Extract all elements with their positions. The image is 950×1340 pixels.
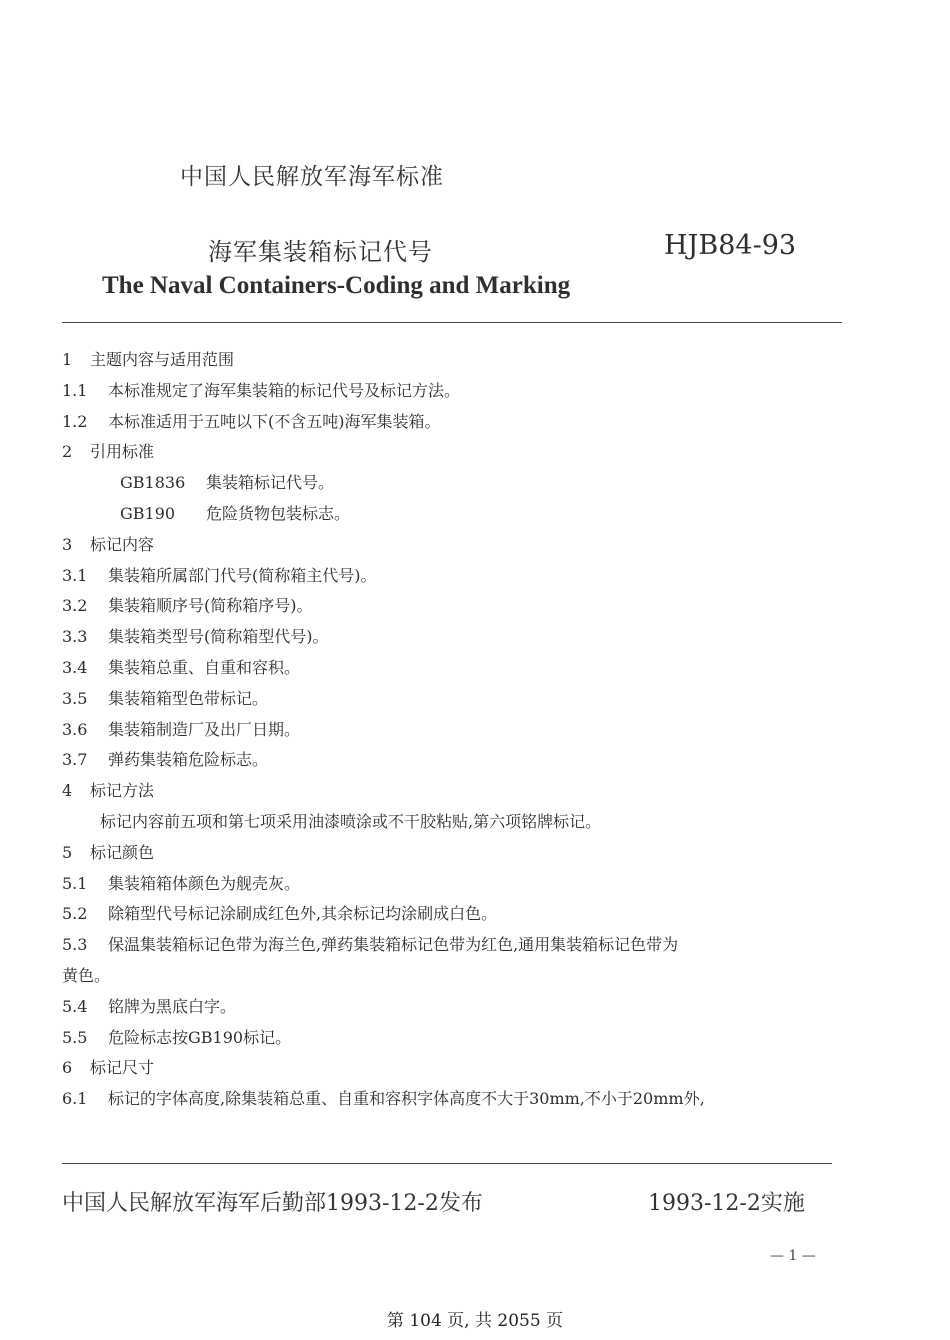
clause-text: 黄色。 bbox=[62, 966, 111, 985]
clause-number: 3.2 bbox=[62, 596, 88, 616]
clause-number: 5.4 bbox=[62, 996, 88, 1016]
clause-line bbox=[62, 1089, 705, 1109]
clause-number: 1 bbox=[62, 350, 73, 369]
clause-text: 标记内容前五项和第七项采用油漆喷涂或不干胶粘贴,第六项铭牌标记。 bbox=[100, 812, 602, 831]
clause-number: 4 bbox=[62, 781, 73, 801]
reference-standard bbox=[120, 504, 350, 524]
footer-divider bbox=[62, 1163, 832, 1164]
document-title-en: The Naval Containers-Coding and Marking bbox=[102, 272, 571, 299]
effective-date: 1993-12-2实施 bbox=[648, 1191, 805, 1216]
clause-number: 1.1 bbox=[62, 380, 88, 400]
reference-code: GB190 bbox=[120, 504, 176, 523]
clause-line bbox=[62, 566, 377, 586]
clause-number: 3 bbox=[62, 534, 73, 554]
clause-text: 集装箱制造厂及出厂日期。 bbox=[108, 719, 301, 739]
clause-text: 集装箱所属部门代号(简称箱主代号)。 bbox=[108, 565, 377, 585]
clause-number: 5.3 bbox=[62, 935, 88, 955]
clause-line bbox=[62, 935, 678, 955]
clause-line bbox=[62, 966, 110, 986]
clause-number: 5.1 bbox=[62, 873, 88, 893]
clause-text: 本标准适用于五吨以下(不含五吨)海军集装箱。 bbox=[108, 411, 441, 431]
clause-number: 6.1 bbox=[62, 1089, 88, 1109]
clause-text: 引用标准 bbox=[90, 442, 155, 462]
clause-number: 5.2 bbox=[62, 904, 88, 924]
page-counter: 第 104 页, 共 2055 页 bbox=[386, 1311, 564, 1331]
clause-text: 标记内容 bbox=[90, 534, 155, 554]
clause-text: 危险货物包装标志。 bbox=[206, 504, 351, 523]
clause-number: 5.5 bbox=[62, 1027, 88, 1047]
issuer-line: 中国人民解放军海军后勤部1993-12-2发布 bbox=[62, 1191, 483, 1216]
section-heading bbox=[62, 1058, 154, 1078]
clause-text: 标记尺寸 bbox=[90, 1058, 155, 1078]
clause-text: 保温集装箱标记色带为海兰色,弹药集装箱标记色带为红色,通用集装箱标记色带为 bbox=[108, 935, 679, 955]
clause-text: 铭牌为黑底白字。 bbox=[108, 996, 237, 1016]
clause-text: 集装箱总重、自重和容积。 bbox=[108, 658, 301, 677]
clause-line bbox=[62, 750, 268, 770]
standard-code: HJB84-93 bbox=[664, 230, 797, 261]
clause-line bbox=[62, 1028, 291, 1048]
clause-number: 3.3 bbox=[62, 627, 88, 647]
clause-line bbox=[62, 412, 441, 432]
clause-number: 3.1 bbox=[62, 565, 88, 585]
section-heading bbox=[62, 350, 234, 370]
clause-line bbox=[62, 596, 313, 616]
clause-number: 3.6 bbox=[62, 719, 88, 739]
section-heading bbox=[62, 442, 154, 462]
clause-line bbox=[62, 720, 300, 740]
reference-code: GB1836 bbox=[120, 473, 186, 493]
clause-text: 集装箱顺序号(简称箱序号)。 bbox=[108, 596, 313, 616]
section-heading bbox=[62, 535, 154, 555]
clause-line bbox=[100, 812, 601, 832]
clause-line bbox=[62, 627, 329, 647]
clause-line bbox=[62, 904, 497, 924]
section-heading bbox=[62, 781, 154, 801]
clause-text: 标记的字体高度,除集装箱总重、自重和容积字体高度不大于30mm,不小于20mm外, bbox=[108, 1089, 705, 1109]
clause-line bbox=[62, 689, 268, 709]
clause-text: 除箱型代号标记涂刷成红色外,其余标记均涂刷成白色。 bbox=[108, 904, 498, 924]
clause-number: 3.5 bbox=[62, 688, 88, 708]
header-divider bbox=[62, 322, 842, 323]
clause-text: 本标准规定了海军集装箱的标记代号及标记方法。 bbox=[108, 380, 461, 400]
clause-text: 集装箱箱型色带标记。 bbox=[108, 688, 269, 708]
clause-number: 2 bbox=[62, 442, 73, 462]
clause-number: 6 bbox=[62, 1058, 73, 1078]
issuing-organization: 中国人民解放军海军标准 bbox=[180, 164, 444, 190]
clause-text: 标记颜色 bbox=[90, 842, 155, 862]
clause-number: 3.7 bbox=[62, 750, 88, 770]
clause-text: 集装箱类型号(简称箱型代号)。 bbox=[108, 627, 329, 647]
page-number-mark: — 1 — bbox=[770, 1248, 816, 1264]
clause-text: 集装箱标记代号。 bbox=[206, 473, 335, 493]
clause-text: 标记方法 bbox=[90, 781, 155, 801]
clause-line bbox=[62, 874, 300, 894]
clause-text: 弹药集装箱危险标志。 bbox=[108, 750, 269, 770]
clause-text: 集装箱箱体颜色为舰壳灰。 bbox=[108, 873, 301, 893]
clause-text: 主题内容与适用范围 bbox=[90, 350, 235, 369]
clause-number: 3.4 bbox=[62, 658, 88, 677]
clause-line bbox=[62, 658, 300, 678]
clause-line bbox=[62, 381, 460, 401]
clause-number: 5 bbox=[62, 842, 73, 862]
reference-standard bbox=[120, 473, 334, 493]
clause-text: 危险标志按GB190标记。 bbox=[108, 1027, 292, 1047]
section-heading bbox=[62, 843, 154, 863]
clause-number: 1.2 bbox=[62, 411, 88, 431]
clause-line bbox=[62, 997, 236, 1017]
document-title-cn: 海军集装箱标记代号 bbox=[208, 238, 433, 266]
